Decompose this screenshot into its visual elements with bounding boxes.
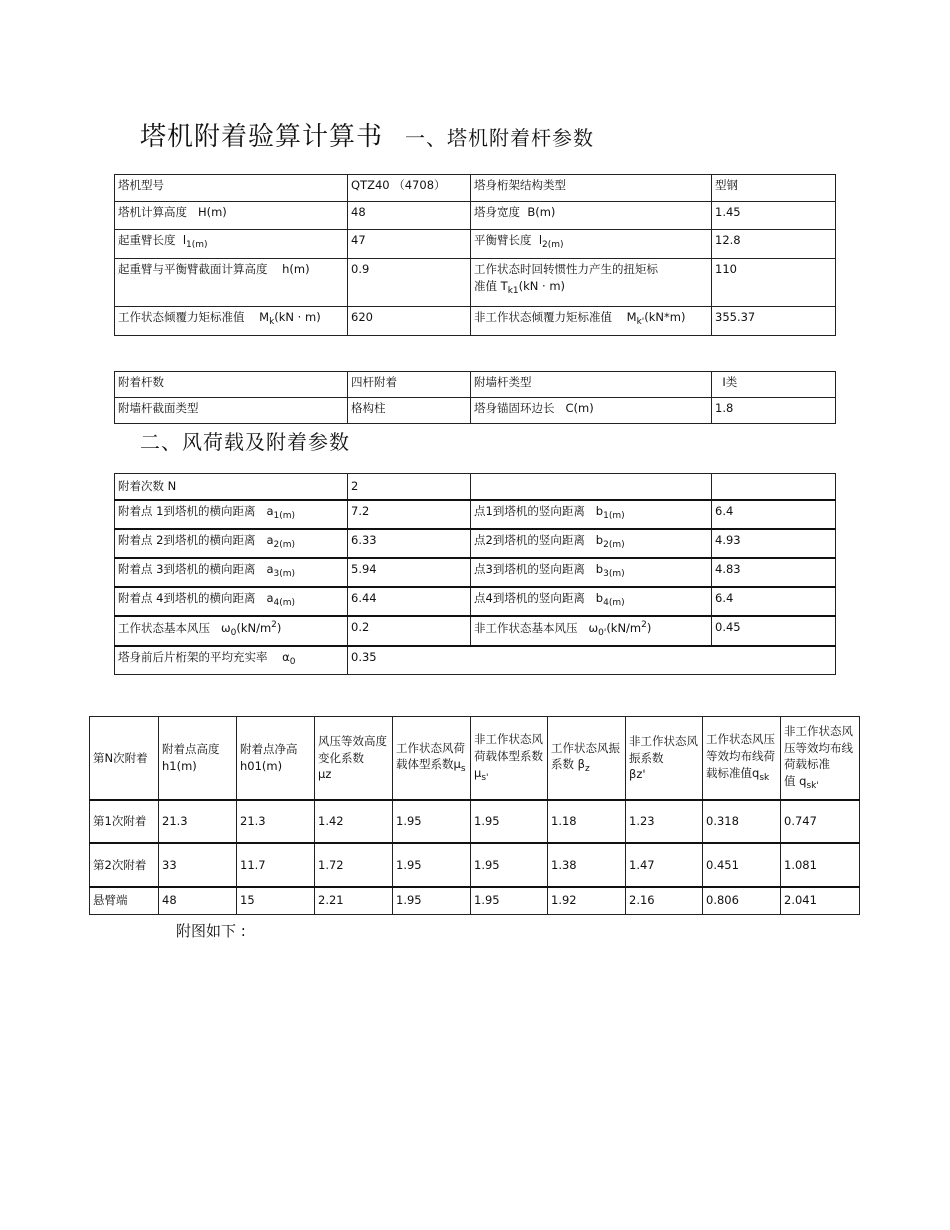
label-cell xyxy=(115,500,348,529)
label-symbol: b xyxy=(595,532,604,547)
label-subscript: 0 xyxy=(289,656,296,667)
value-cell: 5.94 xyxy=(348,558,471,587)
header-symbol: μ xyxy=(474,765,482,780)
label-symbol: C(m) xyxy=(565,401,594,415)
value-cell: 6.44 xyxy=(348,587,471,616)
table-row xyxy=(115,398,836,424)
table-row xyxy=(115,646,836,675)
label-subscript: 4(m) xyxy=(273,597,296,608)
label-subscript: 3(m) xyxy=(273,568,296,579)
label-subscript: 4(m) xyxy=(603,597,625,608)
label-subscript: 1(m) xyxy=(603,510,625,521)
label-cell: 塔机型号 xyxy=(115,175,348,202)
label-cell xyxy=(115,587,348,616)
header-text: 工作状态风压等效均布线荷载标准值 xyxy=(706,732,775,780)
table-cell: 11.7 xyxy=(237,843,315,887)
table-cell: 21.3 xyxy=(159,800,237,843)
value-cell: 2 xyxy=(348,474,471,500)
label-cell xyxy=(471,307,712,336)
label-subscript: 2(m) xyxy=(603,539,625,550)
label-superscript: 2 xyxy=(271,619,277,630)
label-subscript: 1(m) xyxy=(273,510,296,521)
label-subscript: k1 xyxy=(507,286,519,297)
label-text: 塔身前后片桁架的平均充实率 xyxy=(118,649,268,664)
label-subscript: 2(m) xyxy=(542,240,564,250)
column-header xyxy=(159,717,237,801)
table-row xyxy=(115,202,836,230)
label-text: 非工作状态倾覆力矩标准值 xyxy=(474,310,612,324)
label-unit: (kN*m) xyxy=(644,310,686,324)
table-row xyxy=(115,175,836,202)
table-row xyxy=(90,800,860,843)
table-cell: 1.95 xyxy=(471,800,548,843)
table-row xyxy=(115,474,836,500)
label-symbol: l xyxy=(538,233,543,247)
label-cell xyxy=(471,398,712,424)
label-cell xyxy=(115,616,348,646)
table-row xyxy=(115,230,836,259)
header-symbol: βz' xyxy=(629,767,646,782)
section1-heading: 一、塔机附着杆参数 xyxy=(405,126,595,150)
header-subscript: s xyxy=(460,764,466,775)
column-header xyxy=(548,717,626,801)
label-symbol: B(m) xyxy=(527,205,556,219)
label-subscript: k xyxy=(269,317,275,327)
column-header xyxy=(471,717,548,801)
table-row xyxy=(90,887,860,914)
label-text: 工作状态时回转惯性力产生的扭矩标 xyxy=(474,262,658,276)
table-cell: 1.18 xyxy=(548,800,626,843)
value-cell: 110 xyxy=(712,259,836,307)
table-cell: 第1次附着 xyxy=(90,800,159,843)
table-cell: 48 xyxy=(159,887,237,914)
table-cell: 1.72 xyxy=(315,843,393,887)
value-cell: 6.4 xyxy=(712,587,836,616)
table-cell: 1.95 xyxy=(393,843,471,887)
label-cell xyxy=(471,202,712,230)
label-cell: 附着次数 N xyxy=(115,474,348,500)
label-symbol: α xyxy=(282,649,290,664)
label-cell xyxy=(115,646,348,675)
column-header xyxy=(781,717,860,801)
table-cell: 2.16 xyxy=(626,887,703,914)
value-cell: 1.45 xyxy=(712,202,836,230)
header-subscript: sk xyxy=(759,772,770,783)
header-symbol: μ xyxy=(453,757,461,772)
value-cell: 1.8 xyxy=(712,398,836,424)
header-text: 附着点高度 xyxy=(162,742,220,757)
header-subscript: z xyxy=(585,764,590,775)
table-cell: 第2次附着 xyxy=(90,843,159,887)
header-symbol: h1(m) xyxy=(162,759,197,773)
label-subscript: 1(m) xyxy=(186,240,208,250)
table-row xyxy=(115,616,836,646)
label-symbol: M xyxy=(626,310,637,324)
header-text: 风压等效高度变化系数 xyxy=(318,733,387,765)
table-cell: 33 xyxy=(159,843,237,887)
label-cell xyxy=(471,587,712,616)
label-text: 点2到塔机的竖向距离 xyxy=(474,532,585,547)
label-unit: (kN/m xyxy=(236,620,272,635)
table-cell: 1.081 xyxy=(781,843,860,887)
label-cell xyxy=(471,500,712,529)
label-cell: 附墙杆截面类型 xyxy=(115,398,348,424)
value-cell: 6.33 xyxy=(348,529,471,558)
value-cell: 48 xyxy=(348,202,471,230)
table-cell: 21.3 xyxy=(237,800,315,843)
value-text: Ⅰ类 xyxy=(722,375,738,389)
label-symbol: a xyxy=(266,532,274,547)
value-cell: 格构柱 xyxy=(348,398,471,424)
label-symbol: a xyxy=(266,590,274,605)
label-symbol: a xyxy=(266,503,274,518)
table-row xyxy=(115,307,836,336)
value-cell: 4.93 xyxy=(712,529,836,558)
label-subscript: 3(m) xyxy=(603,568,625,579)
table-row xyxy=(115,500,836,529)
table-cell: 悬臂端 xyxy=(90,887,159,914)
header-symbol: h01(m) xyxy=(240,759,283,773)
document-title xyxy=(140,116,594,153)
table-row xyxy=(115,529,836,558)
label-symbol: l xyxy=(182,233,187,247)
column-header xyxy=(703,717,781,801)
label-symbol: ω xyxy=(220,620,231,635)
label-symbol: M xyxy=(259,310,270,324)
label-cell xyxy=(471,558,712,587)
label-text: 工作状态基本风压 xyxy=(118,620,210,635)
value-cell: 0.45 xyxy=(712,616,836,646)
header-symbol: μz xyxy=(318,767,332,782)
label-superscript: 2 xyxy=(641,619,647,630)
table-cell: 1.95 xyxy=(471,887,548,914)
table-cell: 1.95 xyxy=(471,843,548,887)
label-symbol: b xyxy=(595,561,604,576)
attachment-rod-table xyxy=(114,371,836,424)
label-text: 点4到塔机的竖向距离 xyxy=(474,590,585,605)
table-cell: 2.041 xyxy=(781,887,860,914)
column-header xyxy=(315,717,393,801)
label-text: 起重臂与平衡臂截面计算高度 xyxy=(118,262,268,276)
value-cell: 7.2 xyxy=(348,500,471,529)
table-cell: 1.92 xyxy=(548,887,626,914)
label-cell: 附墙杆类型 xyxy=(471,372,712,398)
header-symbol: q xyxy=(799,773,807,788)
label-unit: ) xyxy=(276,620,282,635)
table-cell: 1.23 xyxy=(626,800,703,843)
wind-coefficient-table xyxy=(89,716,860,915)
column-header xyxy=(626,717,703,801)
label-text: 附着点 1到塔机的横向距离 xyxy=(118,503,256,518)
label-text: 点1到塔机的竖向距离 xyxy=(474,503,585,518)
header-subscript: sk' xyxy=(806,780,819,791)
header-text: 工作状态风振系数 xyxy=(551,740,620,772)
column-header xyxy=(393,717,471,801)
label-cell xyxy=(115,202,348,230)
table-cell: 0.806 xyxy=(703,887,781,914)
label-text: 工作状态倾覆力矩标准值 xyxy=(118,310,245,324)
table-cell: 1.42 xyxy=(315,800,393,843)
label-text: 附着点 4到塔机的横向距离 xyxy=(118,590,256,605)
label-cell xyxy=(115,259,348,307)
label-cell xyxy=(471,230,712,259)
label-text: 附着点 2到塔机的横向距离 xyxy=(118,532,256,547)
label-cell xyxy=(115,529,348,558)
header-text: 非工作状态风振系数 xyxy=(629,733,698,765)
value-cell: 4.83 xyxy=(712,558,836,587)
label-text: 平衡臂长度 xyxy=(474,233,532,247)
table-row xyxy=(115,372,836,398)
wind-load-param-table xyxy=(114,473,836,675)
label-text: 起重臂长度 xyxy=(118,233,176,247)
label-cell xyxy=(471,529,712,558)
column-header: 第N次附着 xyxy=(90,717,159,801)
header-text: 非工作状态风荷载体型系数 xyxy=(474,732,543,763)
table-cell: 1.95 xyxy=(393,800,471,843)
label-unit: (kN/m xyxy=(606,620,642,635)
label-cell xyxy=(115,230,348,259)
label-symbol: b xyxy=(595,503,604,518)
table-row xyxy=(115,259,836,307)
label-text: 点3到塔机的竖向距离 xyxy=(474,561,585,576)
label-cell xyxy=(115,307,348,336)
label-subscript: k' xyxy=(636,317,645,327)
label-symbol: a xyxy=(266,561,274,576)
table-row xyxy=(115,587,836,616)
label-symbol: b xyxy=(595,590,604,605)
value-cell: 四杆附着 xyxy=(348,372,471,398)
value-cell: 型钢 xyxy=(712,175,836,202)
label-unit: (kN · m) xyxy=(274,310,321,324)
table-cell: 1.95 xyxy=(393,887,471,914)
table-cell: 0.747 xyxy=(781,800,860,843)
label-text: 塔身宽度 xyxy=(474,205,520,219)
page-title: 塔机附着验算计算书 xyxy=(140,122,384,152)
label-cell xyxy=(115,558,348,587)
empty-cell xyxy=(471,474,712,500)
value-cell: 355.37 xyxy=(712,307,836,336)
label-subscript: 0 xyxy=(230,627,237,638)
header-text: 工作状态风荷载体型系数 xyxy=(396,740,465,772)
header-text: 非工作状态风压等效均布线荷载标准值 xyxy=(784,723,853,788)
value-cell: 0.9 xyxy=(348,259,471,307)
table-cell: 0.318 xyxy=(703,800,781,843)
table-row xyxy=(90,843,860,887)
value-cell: 6.4 xyxy=(712,500,836,529)
section2-heading: 二、风荷载及附着参数 xyxy=(140,430,350,454)
label-text: 非工作状态基本风压 xyxy=(474,620,578,635)
value-cell: 12.8 xyxy=(712,230,836,259)
value-cell: 0.2 xyxy=(348,616,471,646)
label-text: 塔机计算高度 xyxy=(118,205,187,219)
table-cell: 2.21 xyxy=(315,887,393,914)
value-cell: 620 xyxy=(348,307,471,336)
table-cell: 15 xyxy=(237,887,315,914)
column-header xyxy=(237,717,315,801)
label-text: 准值 T xyxy=(474,279,508,294)
label-unit: ) xyxy=(646,620,652,635)
label-subscript: 0' xyxy=(598,627,607,638)
table-cell: 1.38 xyxy=(548,843,626,887)
value-cell xyxy=(712,372,836,398)
label-cell: 塔身桁架结构类型 xyxy=(471,175,712,202)
label-symbol: ω xyxy=(588,620,599,635)
empty-cell xyxy=(712,474,836,500)
header-symbol: β xyxy=(577,757,585,772)
value-cell: QTZ40 （4708） xyxy=(348,175,471,202)
value-cell: 47 xyxy=(348,230,471,259)
label-cell xyxy=(471,616,712,646)
header-subscript: s' xyxy=(481,772,489,783)
figure-note: 附图如下 : xyxy=(176,922,246,940)
value-cell: 0.35 xyxy=(348,646,836,675)
tower-crane-param-table xyxy=(114,174,836,336)
label-subscript: 2(m) xyxy=(273,539,296,550)
label-cell: 附着杆数 xyxy=(115,372,348,398)
label-symbol: H(m) xyxy=(197,205,227,219)
label-text: 附着点 3到塔机的横向距离 xyxy=(118,561,256,576)
table-cell: 0.451 xyxy=(703,843,781,887)
table-row xyxy=(115,558,836,587)
header-symbol: q xyxy=(752,765,760,780)
label-symbol: h(m) xyxy=(282,262,310,276)
table-header-row xyxy=(90,717,860,801)
label-cell xyxy=(471,259,712,307)
header-text: 附着点净高 xyxy=(240,742,298,757)
label-unit: (kN · m) xyxy=(518,279,566,294)
label-text: 塔身锚固环边长 xyxy=(474,401,555,415)
table-cell: 1.47 xyxy=(626,843,703,887)
